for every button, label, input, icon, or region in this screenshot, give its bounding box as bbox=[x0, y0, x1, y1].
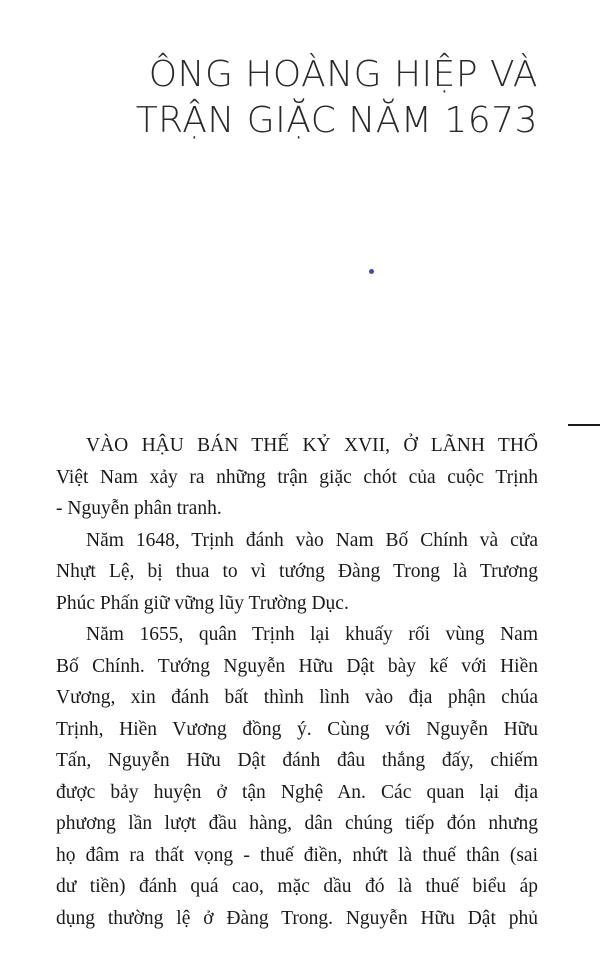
chapter-title bbox=[136, 52, 538, 144]
text-line: Bố Chính. Tướng Nguyễn Hữu Dật bày kế với Hiền bbox=[56, 655, 538, 677]
paragraph-3 bbox=[56, 619, 538, 934]
text-line: dụng thường lệ ở Đàng Trong. Nguyễn Hữu Dật phủ bbox=[56, 907, 538, 929]
text-line: Trịnh, Hiền Vương đồng ý. Cùng với Nguyễn Hữu bbox=[56, 718, 538, 740]
text-line: VÀO HẬU BÁN THẾ KỶ XVII, Ở LÃNH THỔ bbox=[86, 435, 538, 456]
text-line: - Nguyễn phân tranh. bbox=[56, 498, 222, 519]
ink-dot bbox=[369, 269, 374, 274]
chapter-title-line-2: TRẬN GIẶC NĂM 1673 bbox=[135, 100, 538, 141]
text-line: dư tiền) đánh quá cao, mặc dầu đó là thuế biểu áp bbox=[56, 876, 538, 897]
text-line: Phúc Phấn giữ vững lũy Trường Dục. bbox=[56, 592, 349, 614]
page-edge-mark bbox=[568, 424, 600, 426]
text-line: Tấn, Nguyễn Hữu Dật đánh đâu thắng đấy, chiếm bbox=[56, 750, 538, 771]
text-line: Năm 1655, quân Trịnh lại khuấy rối vùng Nam bbox=[86, 624, 538, 645]
text-line: được bảy huyện ở tận Nghệ An. Các quan lại địa bbox=[56, 781, 538, 803]
paragraph-1 bbox=[56, 430, 538, 525]
text-line: Việt Nam xảy ra những trận giặc chót của cuộc Trịnh bbox=[56, 466, 538, 488]
text-line: Vương, xin đánh bất thình lình vào địa phận chúa bbox=[56, 687, 538, 708]
text-line: Năm 1648, Trịnh đánh vào Nam Bố Chính và cửa bbox=[86, 529, 538, 551]
text-line: phương lần lượt đầu hàng, dân chúng tiếp đón nhưng bbox=[56, 813, 538, 834]
body-text bbox=[56, 430, 538, 934]
paragraph-2 bbox=[56, 525, 538, 620]
chapter-title-line-1: ÔNG HOÀNG HIỆP VÀ bbox=[148, 54, 538, 95]
text-line: Nhựt Lệ, bị thua to vì tướng Đàng Trong là Trương bbox=[56, 561, 538, 582]
text-line: họ đâm ra thất vọng - thuế điền, nhứt là thuế thân (sai bbox=[56, 844, 538, 866]
